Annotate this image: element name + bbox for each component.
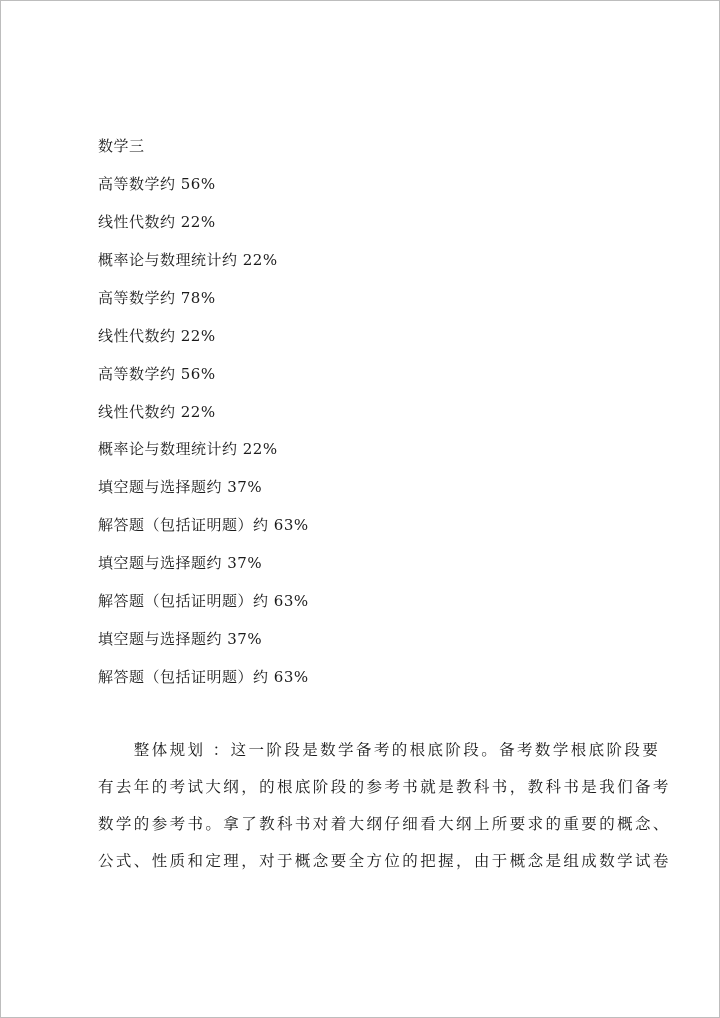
- list-item: 概率论与数理统计约 22%: [98, 251, 278, 269]
- list-item: 解答题（包括证明题）约 63%: [98, 668, 309, 686]
- list-item: 高等数学约 78%: [98, 289, 216, 307]
- list-item: 高等数学约 56%: [98, 175, 216, 193]
- list-item: 线性代数约 22%: [98, 327, 216, 345]
- paragraph-line: 数学的参考书。拿了教科书对着大纲仔细看大纲上所要求的重要的概念、: [98, 815, 671, 833]
- list-item: 解答题（包括证明题）约 63%: [98, 516, 309, 534]
- paragraph-line: 公式、性质和定理，对于概念要全方位的把握，由于概念是组成数学试卷: [98, 852, 671, 870]
- section-heading: 数学三: [98, 137, 145, 155]
- list-item: 高等数学约 56%: [98, 365, 216, 383]
- list-item: 解答题（包括证明题）约 63%: [98, 592, 309, 610]
- paragraph-line: 整体规划 ：这一阶段是数学备考的根底阶段。备考数学根底阶段要: [98, 741, 661, 759]
- list-item: 填空题与选择题约 37%: [98, 554, 263, 572]
- list-item: 线性代数约 22%: [98, 403, 216, 421]
- list-item: 填空题与选择题约 37%: [98, 630, 263, 648]
- list-item: 线性代数约 22%: [98, 213, 216, 231]
- list-item: 概率论与数理统计约 22%: [98, 440, 278, 458]
- list-item: 填空题与选择题约 37%: [98, 478, 263, 496]
- paragraph-line: 有去年的考试大纲，的根底阶段的参考书就是教科书，教科书是我们备考: [98, 778, 671, 796]
